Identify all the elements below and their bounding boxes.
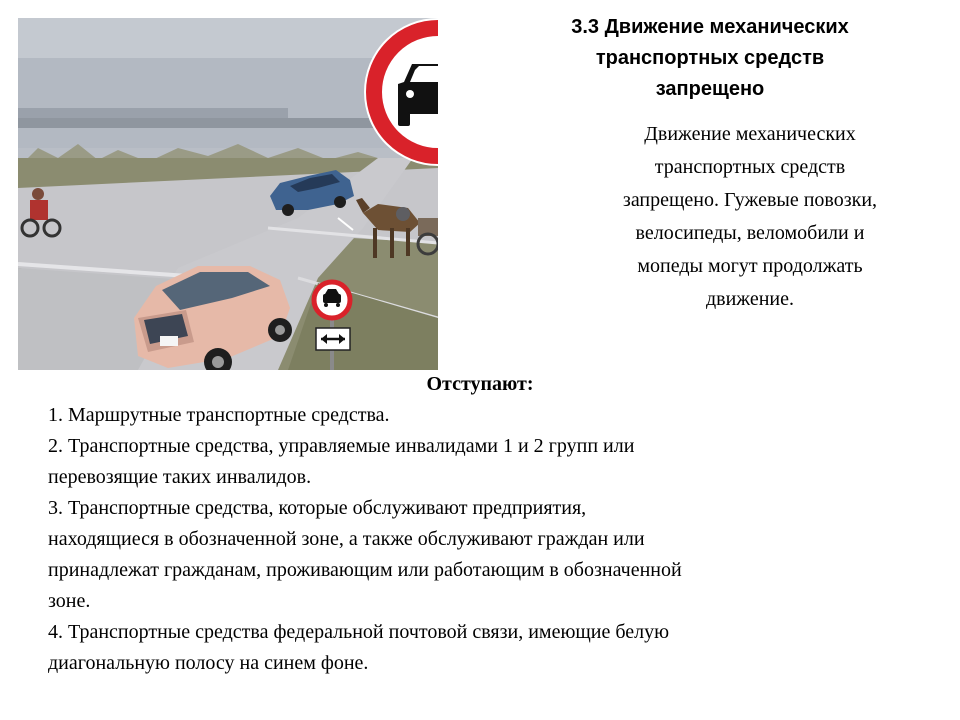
description-line: запрещено. Гужевые повозки, xyxy=(622,189,878,211)
sign-title-line: запрещено xyxy=(655,78,765,100)
sign-title-line: 3.3 Движение механических xyxy=(571,16,849,38)
road-scene-illustration xyxy=(18,18,438,370)
description-line: велосипеды, веломобили и xyxy=(635,222,865,244)
exceptions-list xyxy=(48,400,928,679)
exception-line: перевозящие таких инвалидов. xyxy=(48,466,312,488)
exception-item xyxy=(48,431,928,493)
exceptions-heading: Отступают: xyxy=(426,373,534,395)
exception-line: диагональную полосу на синем фоне. xyxy=(48,652,369,674)
sign-title-line: транспортных средств xyxy=(595,47,825,69)
description-line: транспортных средств xyxy=(654,156,846,178)
exception-line: принадлежат гражданам, проживающим или работающим в обозначенной xyxy=(48,559,682,581)
sign-description xyxy=(560,118,940,316)
exception-line: зоне. xyxy=(48,590,91,612)
exception-line: 2. Транспортные средства, управляемые инвалидами 1 и 2 групп или xyxy=(48,435,635,457)
exception-item xyxy=(48,400,928,431)
exception-line: 4. Транспортные средства федеральной почтовой связи, имеющие белую xyxy=(48,621,670,643)
description-line: мопеды могут продолжать xyxy=(637,255,863,277)
exception-line: 3. Транспортные средства, которые обслуживают предприятия, xyxy=(48,497,587,519)
exception-item xyxy=(48,617,928,679)
description-line: движение. xyxy=(705,288,795,310)
exception-item xyxy=(48,493,928,617)
description-line: Движение механических xyxy=(644,123,856,145)
double-arrow-plate-icon xyxy=(316,328,350,350)
sign-title xyxy=(470,12,950,105)
exception-line: находящиеся в обозначенной зоне, а также обслуживают граждан или xyxy=(48,528,645,550)
no-motor-vehicles-small-sign-icon xyxy=(314,282,350,318)
exception-line: 1. Маршрутные транспортные средства. xyxy=(48,404,390,426)
